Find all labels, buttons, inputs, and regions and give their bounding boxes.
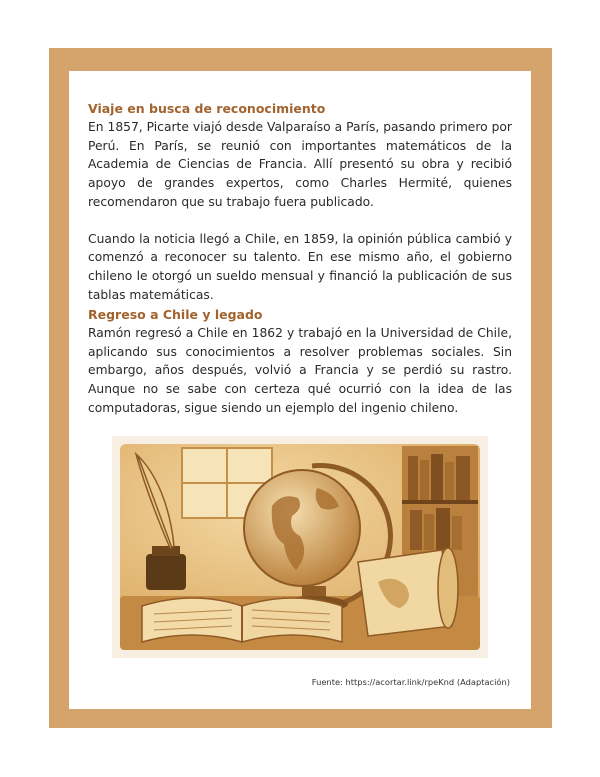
- paragraph: En 1857, Picarte viajó desde Valparaíso a París, pasando primero por Perú. En París, se reunió con importantes matemáticos de la Academia de Ciencias de Francia. Allí presentó su obra y recibió apoyo de grandes expertos, como Charles Hermité, quienes recomendaron que su trabajo fuera publicado.: [88, 120, 512, 209]
- section-return: [88, 306, 512, 418]
- globe-books-illustration-icon: [112, 436, 488, 658]
- paragraph: Cuando la noticia llegó a Chile, en 1859, la opinión pública cambió y comenzó a reconocer su talento. En ese mismo año, el gobierno chileno le otorgó un sueldo mensual y financió la publicación de sus tablas matemáticas.: [88, 231, 512, 302]
- section-travel: [88, 100, 512, 304]
- illustration-globe-books: [112, 436, 488, 658]
- paragraph: Ramón regresó a Chile en 1862 y trabajó en la Universidad de Chile, aplicando sus conocimientos a resolver problemas sociales. Sin embargo, años después, volvió a Francia y se perdió su rastro. Aunque no se sabe con certeza qué ocurrió con la idea de las computadoras, sigue siendo un ejemplo del ingenio chileno.: [88, 326, 512, 415]
- section-heading: Regreso a Chile y legado: [88, 307, 263, 322]
- section-heading: Viaje en busca de reconocimiento: [88, 101, 326, 116]
- source-citation: Fuente: https://acortar.link/rpeKnd (Adaptación): [311, 677, 510, 687]
